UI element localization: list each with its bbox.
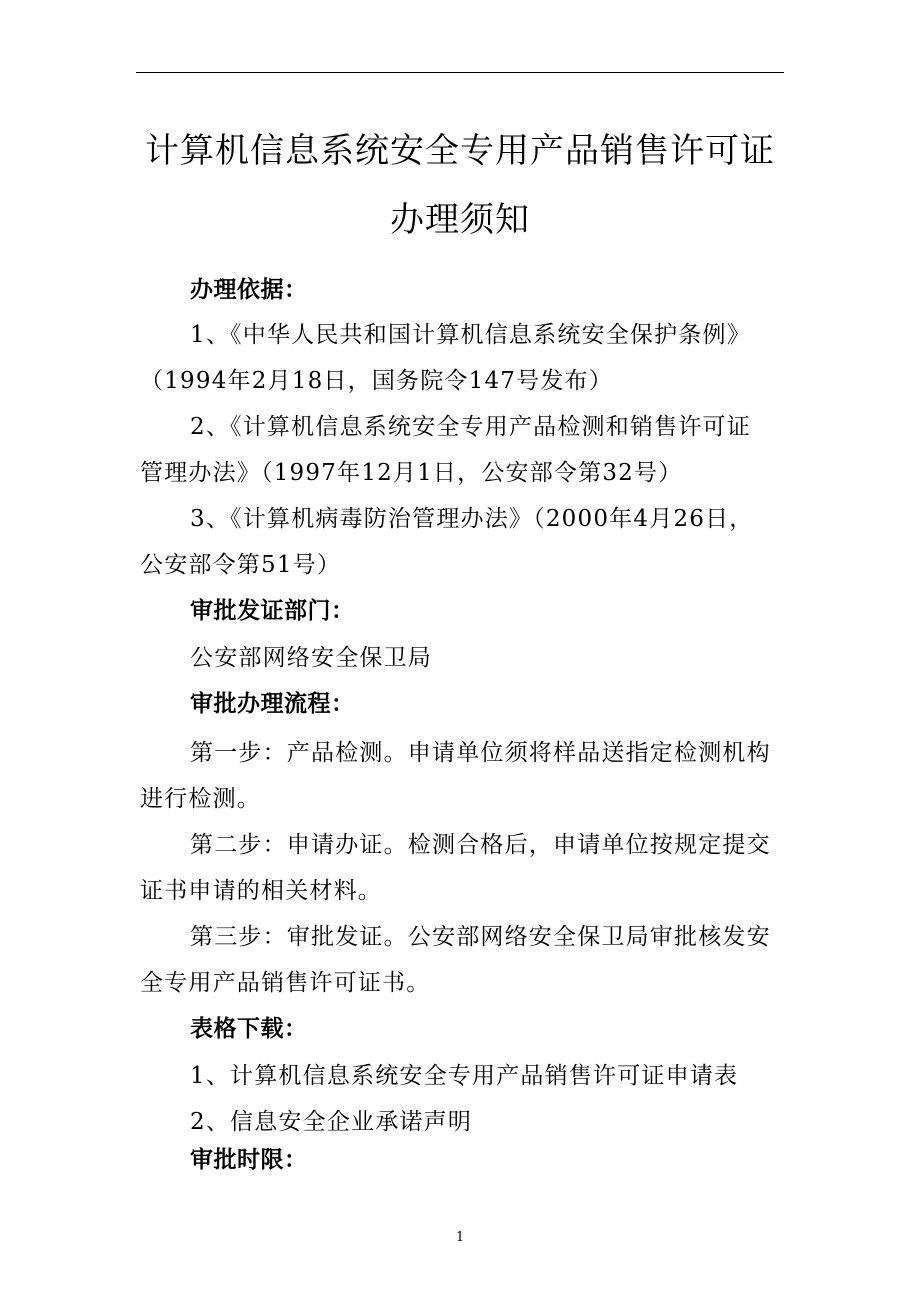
process-step3-line1: 第三步：审批发证。公安部网络安全保卫局审批核发安 — [190, 924, 771, 950]
process-step2-line2: 证书申请的相关材料。 — [140, 878, 382, 904]
process-step1-line2: 进行检测。 — [140, 786, 261, 812]
document-title-line1: 计算机信息系统安全专用产品销售许可证 — [145, 131, 775, 171]
process-step3-line2: 全专用产品销售许可证书。 — [140, 970, 431, 996]
time-limit-heading: 审批时限： — [190, 1147, 308, 1173]
department-value: 公安部网络安全保卫局 — [190, 645, 432, 671]
forms-item1: 1、计算机信息系统安全专用产品销售许可证申请表 — [190, 1063, 739, 1089]
document-title-line2: 办理须知 — [390, 200, 530, 240]
forms-heading: 表格下载： — [190, 1016, 308, 1042]
basis-item1-line2: （1994年2月18日，国务院令147号发布） — [140, 368, 613, 394]
basis-item3-line1: 3、《计算机病毒防治管理办法》（2000年4月26日， — [190, 506, 754, 532]
process-heading: 审批办理流程： — [190, 691, 355, 717]
basis-item1-line1: 1、《中华人民共和国计算机信息系统安全保护条例》 — [190, 322, 751, 348]
process-step1-line1: 第一步：产品检测。申请单位须将样品送指定检测机构 — [190, 740, 771, 766]
forms-item2: 2、信息安全企业承诺声明 — [190, 1109, 473, 1135]
basis-item3-line2: 公安部令第51号） — [140, 552, 342, 578]
department-heading: 审批发证部门： — [190, 598, 355, 624]
header-rule — [136, 72, 784, 73]
page-number: 1 — [455, 1230, 465, 1245]
basis-item2-line1: 2、《计算机信息系统安全专用产品检测和销售许可证 — [190, 414, 751, 440]
basis-heading: 办理依据： — [190, 277, 308, 303]
basis-item2-line2: 管理办法》（1997年12月1日，公安部令第32号） — [140, 460, 683, 486]
process-step2-line1: 第二步：申请办证。检测合格后，申请单位按规定提交 — [190, 832, 771, 858]
